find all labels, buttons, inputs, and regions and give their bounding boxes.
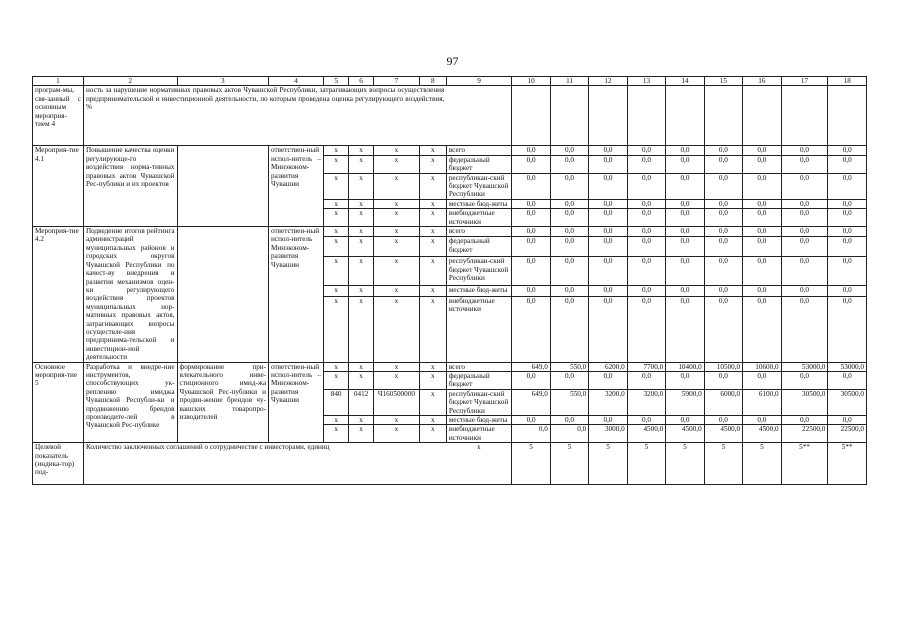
table-cell: 0,0 [627,209,665,227]
table-cell: 10500,0 [704,362,742,371]
table-cell: x [324,199,349,208]
table-cell: 0,0 [589,209,627,227]
table-cell: 0,0 [743,199,781,208]
column-number-row [33,77,867,86]
table-cell: 0,0 [589,296,627,362]
table-cell: 0,0 [743,155,781,173]
table-cell: 0,0 [743,296,781,362]
table-cell: x [419,257,446,286]
table-cell: 0,0 [666,227,704,237]
table-cell: 4500,0 [743,425,781,443]
table-cell: x [419,416,446,425]
table-cell: x [419,199,446,208]
table-cell: 0,0 [512,371,550,389]
table-cell: x [324,146,349,155]
table-cell: 0,0 [550,237,588,257]
table-cell: 0,0 [828,146,867,155]
table-cell: 0,0 [704,227,742,237]
table-cell: 0,0 [781,155,828,173]
table-cell: 0,0 [589,155,627,173]
funding-source: всего [446,227,512,237]
table-cell: x [349,199,374,208]
table-cell: 0,0 [512,286,550,296]
table-cell: 0,0 [627,146,665,155]
table-cell: x [374,199,420,208]
table-cell: 5900,0 [666,389,704,415]
table-cell: 5 [666,443,704,485]
table-cell: 0,0 [512,416,550,425]
table-cell [828,86,867,146]
col-header: 3 [177,77,269,86]
table-cell: 4500,0 [666,425,704,443]
table-cell: 0,0 [666,416,704,425]
table-cell: x [349,146,374,155]
table-cell: x [324,286,349,296]
table-cell: 0,0 [589,371,627,389]
budget-table [32,76,867,485]
table-cell: 0,0 [743,237,781,257]
table-cell [781,86,828,146]
table-cell: x [349,371,374,389]
table-cell: 649,0 [512,362,550,371]
table-cell: 0,0 [512,199,550,208]
table-cell: x [419,227,446,237]
table-cell: x [374,425,420,443]
table-cell: 0,0 [704,257,742,286]
table-cell: x [374,209,420,227]
table-row [33,443,867,485]
table-row [33,362,867,371]
table-cell: 0,0 [589,286,627,296]
table-cell: 0,0 [828,199,867,208]
funding-source: внебюджетные источники [446,209,512,227]
table-cell: 0,0 [743,257,781,286]
table-cell: x [419,296,446,362]
measure-goal: формирование при-влекательного инве-стиционного имид-жа Чувашской Рес-публики и продви-жение брендов чу-вашских товаропро-изводителей [177,362,269,443]
measure-responsible: ответствен-ный испол-нитель – Минэконом-развития Чувашии [269,146,324,227]
table-cell: 550,0 [550,389,588,415]
table-cell: 10400,0 [666,362,704,371]
table-cell: 4500,0 [704,425,742,443]
table-cell: 0,0 [589,199,627,208]
col-header: 18 [828,77,867,86]
table-cell: 0,0 [589,146,627,155]
table-cell: 0,0 [781,209,828,227]
indicator-x: x [446,443,512,485]
table-cell: x [349,237,374,257]
table-cell: 0,0 [627,173,665,199]
table-cell: x [419,155,446,173]
table-cell: 0,0 [828,296,867,362]
table-cell: x [374,155,420,173]
table-cell: 3200,0 [589,389,627,415]
funding-source: республикан-ский бюджет Чувашской Республики [446,173,512,199]
table-cell [627,86,665,146]
table-cell: 0,0 [550,416,588,425]
indicator-text: ность за нарушение нормативных правовых актов Чувашской Республики, затрагивающих вопросы осуществления предпринимательской и инвестиционной деятельности, по которым проведена оценка регулирующего воздействия, % [83,86,446,146]
col-header: 15 [704,77,742,86]
funding-source: республикан-ский бюджет Чувашской Республики [446,257,512,286]
funding-source: всего [446,362,512,371]
funding-source: внебюджетные источники [446,296,512,362]
table-cell: 0,0 [589,416,627,425]
table-cell: 7700,0 [627,362,665,371]
table-cell: 0,0 [704,173,742,199]
table-cell: 0,0 [781,286,828,296]
table-cell: x [419,209,446,227]
table-cell: 0,0 [781,296,828,362]
table-cell: 22500,0 [828,425,867,443]
table-cell: 0,0 [743,371,781,389]
table-cell: 0,0 [828,227,867,237]
table-cell: x [419,173,446,199]
program-label: програм-мы, свя-занный с основным мероприя-тием 4 [33,86,84,146]
table-row [33,146,867,155]
table-cell: 0,0 [627,155,665,173]
table-cell: x [374,257,420,286]
table-cell: 0,0 [704,416,742,425]
table-row [33,227,867,237]
table-cell: 0,0 [512,237,550,257]
table-cell: x [374,371,420,389]
table-cell: x [419,146,446,155]
table-cell: x [419,237,446,257]
table-cell: 22500,0 [781,425,828,443]
table-cell: 0,0 [743,286,781,296]
table-cell: 0,0 [704,155,742,173]
table-cell: x [324,296,349,362]
table-cell: 0,0 [828,371,867,389]
table-cell: 0,0 [627,227,665,237]
table-cell: 0,0 [512,155,550,173]
table-cell: 10600,0 [743,362,781,371]
table-cell: 0,0 [781,227,828,237]
measure-goal [177,227,269,363]
table-cell: 0,0 [550,173,588,199]
col-header: 17 [781,77,828,86]
code-grbs: 840 [324,389,349,415]
table-cell: 3200,0 [627,389,665,415]
table-cell: 0,0 [704,199,742,208]
table-cell: x [374,416,420,425]
indicator-name: Целевой показатель (индика-тор) под- [33,443,84,485]
col-header: 10 [512,77,550,86]
table-cell: 0,0 [781,199,828,208]
table-cell: 0,0 [704,286,742,296]
funding-source: местные бюд-жеты [446,286,512,296]
table-cell: 0,0 [589,173,627,199]
table-cell: 5 [704,443,742,485]
table-cell: 0,0 [627,286,665,296]
table-cell: 0,0 [627,237,665,257]
table-cell: 4500,0 [627,425,665,443]
table-cell [512,86,550,146]
table-cell: 0,0 [704,371,742,389]
table-cell: 53000,0 [828,362,867,371]
table-cell: 0,0 [627,257,665,286]
table-cell: 649,0 [512,389,550,415]
funding-source: внебюджетные источники [446,425,512,443]
col-header: 4 [269,77,324,86]
table-cell: 0,0 [666,286,704,296]
table-cell: x [349,155,374,173]
table-cell: x [324,155,349,173]
table-cell: 0,0 [512,227,550,237]
col-header: 5 [324,77,349,86]
col-header: 14 [666,77,704,86]
table-cell [550,86,588,146]
table-cell: 0,0 [781,416,828,425]
table-row [33,86,867,146]
table-cell: 0,0 [666,257,704,286]
funding-source: республикан-ский бюджет Чувашской Республики [446,389,512,415]
col-header: 9 [446,77,512,86]
table-cell: 0,0 [666,296,704,362]
funding-source: федеральный бюджет [446,155,512,173]
table-cell: 30500,0 [828,389,867,415]
table-cell: 0,0 [666,237,704,257]
col-header: 16 [743,77,781,86]
table-cell [589,86,627,146]
col-header: 12 [589,77,627,86]
table-cell: 0,0 [828,155,867,173]
table-cell: 0,0 [550,155,588,173]
table-cell: 0,0 [666,146,704,155]
table-cell: 0,0 [550,425,588,443]
table-cell: 0,0 [550,209,588,227]
measure-title: Подведение итогов рейтинга администраций муниципальных районов и городских округов Чувашской Республики по качест-ву внедрения и развития механизмов оцен-ки регулирующего воздействия проектов муниципальных нор-мативных правовых актов, затрагивающих вопросы осуществле-ния предпринима-тельской и инвестицион-ной деятельности [83,227,177,363]
table-cell: x [374,237,420,257]
table-cell: 6200,0 [589,362,627,371]
table-cell: 0,0 [550,296,588,362]
table-cell: 0,0 [550,286,588,296]
funding-source: всего [446,146,512,155]
table-cell: 5 [550,443,588,485]
table-cell: x [324,257,349,286]
table-cell: 0,0 [743,209,781,227]
col-header: 7 [374,77,420,86]
table-cell: 0,0 [743,173,781,199]
table-cell: x [374,146,420,155]
measure-title: Повышение качества оценки регулирующе-го воздействия норма-тивных правовых актов Чувашской Рес-публики и их проектов [83,146,177,227]
table-cell: 0,0 [743,416,781,425]
funding-source: местные бюд-жеты [446,416,512,425]
table-cell: 5 [512,443,550,485]
table-cell: 0,0 [828,173,867,199]
table-cell: 0,0 [828,286,867,296]
table-cell: 0,0 [781,237,828,257]
table-cell: x [419,425,446,443]
table-cell: 0,0 [627,371,665,389]
table-cell: 0,0 [666,199,704,208]
table-cell: x [349,257,374,286]
table-cell: 0,0 [627,296,665,362]
table-cell: 550,0 [550,362,588,371]
table-cell: x [324,371,349,389]
table-cell: x [374,173,420,199]
table-cell: 3000,0 [589,425,627,443]
table-cell: 0,0 [743,227,781,237]
table-cell: x [349,209,374,227]
table-cell: 5 [743,443,781,485]
measure-name: Мероприя-тие 4.1 [33,146,84,227]
table-cell: x [324,209,349,227]
table-cell: 0,0 [781,257,828,286]
table-cell [704,86,742,146]
code-rz: 0412 [349,389,374,415]
table-cell: x [374,362,420,371]
table-cell: 0,0 [666,371,704,389]
col-header: 1 [33,77,84,86]
table-cell: 0,0 [512,146,550,155]
table-cell: 0,0 [704,237,742,257]
table-cell: x [324,362,349,371]
measure-name: Основное мероприя-тие 5 [33,362,84,443]
col-header: 6 [349,77,374,86]
table-cell: 0,0 [781,146,828,155]
table-cell: 0,0 [781,371,828,389]
table-cell: 0,0 [666,173,704,199]
table-cell: x [419,362,446,371]
table-cell: 53000,0 [781,362,828,371]
table-cell: x [349,286,374,296]
table-cell: 0,0 [550,146,588,155]
funding-source: федеральный бюджет [446,237,512,257]
table-cell: x [349,362,374,371]
table-cell: 0,0 [627,416,665,425]
table-cell: 0,0 [743,146,781,155]
table-cell: 6000,0 [704,389,742,415]
table-cell: 0,0 [550,257,588,286]
table-cell: 0,0 [828,416,867,425]
code-csr: Ч160500000 [374,389,420,415]
table-cell: 0,0 [550,227,588,237]
col-header: 8 [419,77,446,86]
table-cell: 0,0 [589,237,627,257]
table-cell: 0,0 [666,209,704,227]
table-cell: 0,0 [781,173,828,199]
table-cell: x [324,173,349,199]
table-cell: 0,0 [627,199,665,208]
table-cell: 0,0 [512,257,550,286]
table-cell: 0,0 [828,257,867,286]
table-cell: 0,0 [828,237,867,257]
table-cell: 0,0 [589,227,627,237]
table-cell: 0,0 [589,257,627,286]
table-cell [666,86,704,146]
table-cell: 30500,0 [781,389,828,415]
indicator-text: Количество заключенных соглашений о сотрудничестве с инвесторами, единиц [83,443,446,485]
table-cell: 0,0 [704,209,742,227]
table-cell: x [324,227,349,237]
table-cell: 5 [627,443,665,485]
table-cell: 0,0 [704,296,742,362]
table-cell: x [419,286,446,296]
table-cell: 0,0 [666,155,704,173]
col-header: 2 [83,77,177,86]
col-header: 11 [550,77,588,86]
table-cell: 0,0 [512,425,550,443]
table-cell: 0,0 [512,173,550,199]
table-cell: 0,0 [512,296,550,362]
table-cell: x [374,296,420,362]
table-cell: 6100,0 [743,389,781,415]
funding-source: местные бюд-жеты [446,199,512,208]
page-number: 97 [446,54,459,68]
table-cell: x [349,425,374,443]
measure-goal [177,146,269,227]
table-cell: x [349,173,374,199]
table-cell: x [374,227,420,237]
measure-responsible: ответствен-ный испол-нитель Минэконом-развития Чувашии [269,227,324,363]
table-cell: 5** [828,443,867,485]
funding-source: федеральный бюджет [446,371,512,389]
table-cell: 0,0 [512,209,550,227]
measure-responsible: ответствен-ный испол-нитель – Минэконом-развития Чувашии [269,362,324,443]
table-cell: x [324,425,349,443]
measure-title: Разработка и внедре-ние инструментов, способствующих ук-реплению имиджа Чувашской Республи-ки и продвижению брендов производите-лей в Чувашской Рес-публике [83,362,177,443]
table-cell: 0,0 [704,146,742,155]
table-cell: x [419,371,446,389]
table-cell: x [419,389,446,415]
table-cell: x [324,416,349,425]
table-cell: 5** [781,443,828,485]
table-cell [743,86,781,146]
table-cell: x [374,286,420,296]
table-cell: 0,0 [550,199,588,208]
col-header: 13 [627,77,665,86]
table-cell: x [324,237,349,257]
table-cell: 0,0 [828,209,867,227]
table-cell: x [349,227,374,237]
measure-name: Мероприя-тие 4.2 [33,227,84,363]
table-cell: 0,0 [550,371,588,389]
table-cell: 5 [589,443,627,485]
table-cell [446,86,512,146]
table-cell: x [349,416,374,425]
table-cell: x [349,296,374,362]
